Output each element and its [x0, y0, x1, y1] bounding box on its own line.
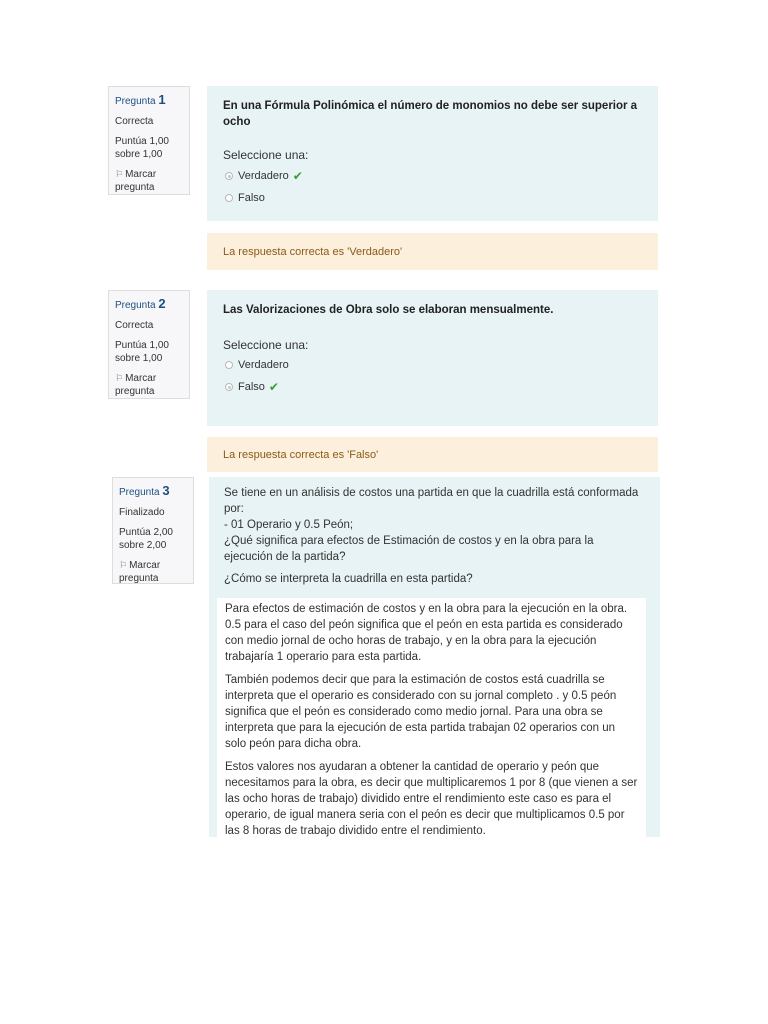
question-number-value: 3 — [162, 483, 170, 498]
flag-question-link[interactable] — [115, 168, 183, 194]
check-icon: ✔ — [292, 169, 303, 183]
question-1-content — [207, 86, 658, 221]
question-line: - 01 Operario y 0.5 Peón; — [224, 519, 354, 531]
answer-paragraph: Estos valores nos ayudaran a obtener la cantidad de operario y peón que necesitamos para la obra, es decir que multiplicaremos 1 por 8 (que vienen a ser las ocho horas de trabajo) dividido entre el rendimiento este caso es para el operario, de igual manera seria con el peón es decir que multiplicamos 0.5 por las 8 horas de trabajo dividido entre el rendimiento. — [225, 761, 638, 837]
radio-unselected[interactable] — [225, 194, 233, 202]
question-2-feedback — [207, 437, 658, 472]
question-2-content — [207, 290, 658, 426]
question-3-info — [112, 477, 194, 584]
question-text: Las Valorizaciones de Obra solo se elaboran mensualmente. — [223, 304, 554, 316]
option-label: Falso — [238, 192, 265, 204]
radio-unselected[interactable] — [225, 361, 233, 369]
question-text — [224, 485, 645, 587]
option-label: Falso — [238, 381, 265, 393]
option-falso[interactable] — [223, 192, 642, 204]
question-number — [119, 484, 187, 499]
question-2-info — [108, 290, 190, 399]
check-icon: ✔ — [268, 380, 279, 394]
question-grade: Puntúa 2,00 sobre 2,00 — [119, 527, 173, 551]
question-line: ¿Cómo se interpreta la cuadrilla en esta partida? — [224, 573, 473, 585]
question-state: Correcta — [115, 116, 154, 127]
option-verdadero[interactable] — [223, 359, 642, 371]
question-text: En una Fórmula Polinómica el número de monomios no debe ser superior a ocho — [223, 100, 638, 128]
answer-paragraph: También podemos decir que para la estimación de costos está cuadrilla se interpreta que el operario es considerado con su jornal completo . y 0.5 peón significa que el peón es considerado como medio jornal. Para una obra se interpreta que para la ejecución de esta partida trabajan 02 operarios con un solo peón para dicha obra. — [225, 674, 617, 750]
flag-question-link[interactable] — [119, 559, 187, 585]
option-verdadero[interactable] — [223, 169, 642, 183]
option-label: Verdadero — [238, 359, 289, 371]
option-label: Verdadero — [238, 170, 289, 182]
question-label: Pregunta — [115, 300, 156, 311]
question-number-value: 1 — [158, 92, 166, 107]
answer-paragraph: Para efectos de estimación de costos y en la obra para la ejecución en la obra. 0.5 para el caso del peón significa que el peón en esta partida es considerado con medio jornal de ocho horas de trabajo, y en la obra para la ejecución trabajaría 1 operario para esta partida. — [225, 603, 628, 663]
question-line: ¿Qué significa para efectos de Estimación de costos y en la obra para la ejecución de la partida? — [224, 535, 594, 563]
select-prompt: Seleccione una: — [223, 338, 309, 352]
select-prompt: Seleccione una: — [223, 148, 309, 162]
radio-selected[interactable] — [225, 383, 233, 391]
question-label: Pregunta — [119, 487, 160, 498]
question-state: Correcta — [115, 320, 154, 331]
flag-label: Marcar pregunta — [119, 560, 161, 584]
correct-answer-text: La respuesta correcta es 'Falso' — [223, 448, 379, 461]
question-state: Finalizado — [119, 507, 165, 518]
flag-icon: ⚐ — [119, 560, 128, 570]
option-falso[interactable] — [223, 380, 642, 394]
question-grade: Puntúa 1,00 sobre 1,00 — [115, 136, 169, 160]
question-1-info — [108, 86, 190, 195]
correct-answer-text: La respuesta correcta es 'Verdadero' — [223, 245, 403, 258]
flag-label: Marcar pregunta — [115, 169, 157, 193]
question-number — [115, 93, 183, 108]
question-number — [115, 297, 183, 312]
flag-label: Marcar pregunta — [115, 373, 157, 397]
flag-icon: ⚐ — [115, 169, 124, 179]
question-line: Se tiene en un análisis de costos una partida en que la cuadrilla está conformada por: — [224, 487, 639, 515]
question-grade: Puntúa 1,00 sobre 1,00 — [115, 340, 169, 364]
flag-icon: ⚐ — [115, 373, 124, 383]
essay-answer-box[interactable] — [217, 598, 646, 837]
question-1-feedback — [207, 233, 658, 270]
flag-question-link[interactable] — [115, 372, 183, 398]
radio-selected[interactable] — [225, 172, 233, 180]
question-label: Pregunta — [115, 96, 156, 107]
question-number-value: 2 — [158, 296, 166, 311]
